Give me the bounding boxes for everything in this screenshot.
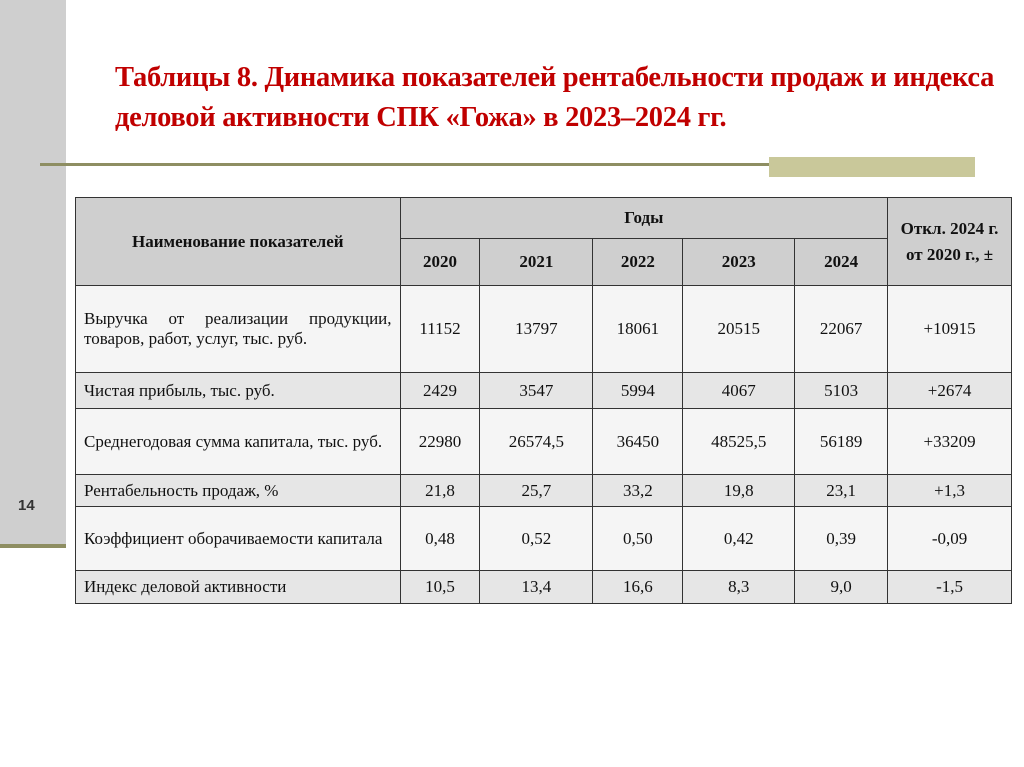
table-row <box>76 571 1012 604</box>
row-value: 20515 <box>683 286 795 373</box>
header-years-group: Годы <box>400 198 888 239</box>
row-deviation: -0,09 <box>888 507 1012 571</box>
row-value: 5994 <box>593 373 683 409</box>
row-value: 3547 <box>480 373 593 409</box>
row-value: 10,5 <box>400 571 480 604</box>
header-year: 2021 <box>480 239 593 286</box>
row-value: 18061 <box>593 286 683 373</box>
slide-title: Таблицы 8. Динамика показателей рентабельности продаж и индекса деловой активности СПК «Гожа» в 2023–2024 гг. <box>115 62 995 133</box>
row-name: Чистая прибыль, тыс. руб. <box>76 373 401 409</box>
header-deviation: Откл. 2024 г. от 2020 г., ± <box>888 198 1012 286</box>
table-row <box>76 409 1012 475</box>
row-value: 0,48 <box>400 507 480 571</box>
row-value: 16,6 <box>593 571 683 604</box>
row-value: 11152 <box>400 286 480 373</box>
row-value: 0,50 <box>593 507 683 571</box>
row-value: 33,2 <box>593 475 683 507</box>
row-value: 2429 <box>400 373 480 409</box>
row-value: 56189 <box>795 409 888 475</box>
row-deviation: +33209 <box>888 409 1012 475</box>
header-year: 2020 <box>400 239 480 286</box>
row-value: 8,3 <box>683 571 795 604</box>
table-row <box>76 286 1012 373</box>
row-value: 0,39 <box>795 507 888 571</box>
row-value: 26574,5 <box>480 409 593 475</box>
row-value: 0,52 <box>480 507 593 571</box>
header-year: 2024 <box>795 239 888 286</box>
title-accent-block <box>769 157 975 177</box>
row-value: 22980 <box>400 409 480 475</box>
header-year: 2022 <box>593 239 683 286</box>
row-name: Рентабельность продаж, % <box>76 475 401 507</box>
row-value: 4067 <box>683 373 795 409</box>
row-value: 25,7 <box>480 475 593 507</box>
table-row <box>76 507 1012 571</box>
row-deviation: -1,5 <box>888 571 1012 604</box>
row-value: 21,8 <box>400 475 480 507</box>
row-name: Выручка от реализации продукции, товаров, работ, услуг, тыс. руб. <box>76 286 401 373</box>
row-value: 13,4 <box>480 571 593 604</box>
header-year: 2023 <box>683 239 795 286</box>
row-name: Индекс деловой активности <box>76 571 401 604</box>
sidebar-divider <box>0 544 66 548</box>
row-deviation: +10915 <box>888 286 1012 373</box>
row-value: 19,8 <box>683 475 795 507</box>
sidebar-decoration <box>0 0 66 545</box>
row-value: 9,0 <box>795 571 888 604</box>
row-value: 23,1 <box>795 475 888 507</box>
row-name: Коэффициент оборачиваемости капитала <box>76 507 401 571</box>
table-row <box>76 475 1012 507</box>
row-deviation: +1,3 <box>888 475 1012 507</box>
row-value: 48525,5 <box>683 409 795 475</box>
indicators-table <box>75 197 1012 604</box>
row-value: 5103 <box>795 373 888 409</box>
row-value: 13797 <box>480 286 593 373</box>
slide-number: 14 <box>18 497 35 514</box>
row-value: 36450 <box>593 409 683 475</box>
row-value: 22067 <box>795 286 888 373</box>
row-value: 0,42 <box>683 507 795 571</box>
row-deviation: +2674 <box>888 373 1012 409</box>
table-row <box>76 373 1012 409</box>
row-name: Среднегодовая сумма капитала, тыс. руб. <box>76 409 401 475</box>
header-name: Наименование показателей <box>76 198 401 286</box>
